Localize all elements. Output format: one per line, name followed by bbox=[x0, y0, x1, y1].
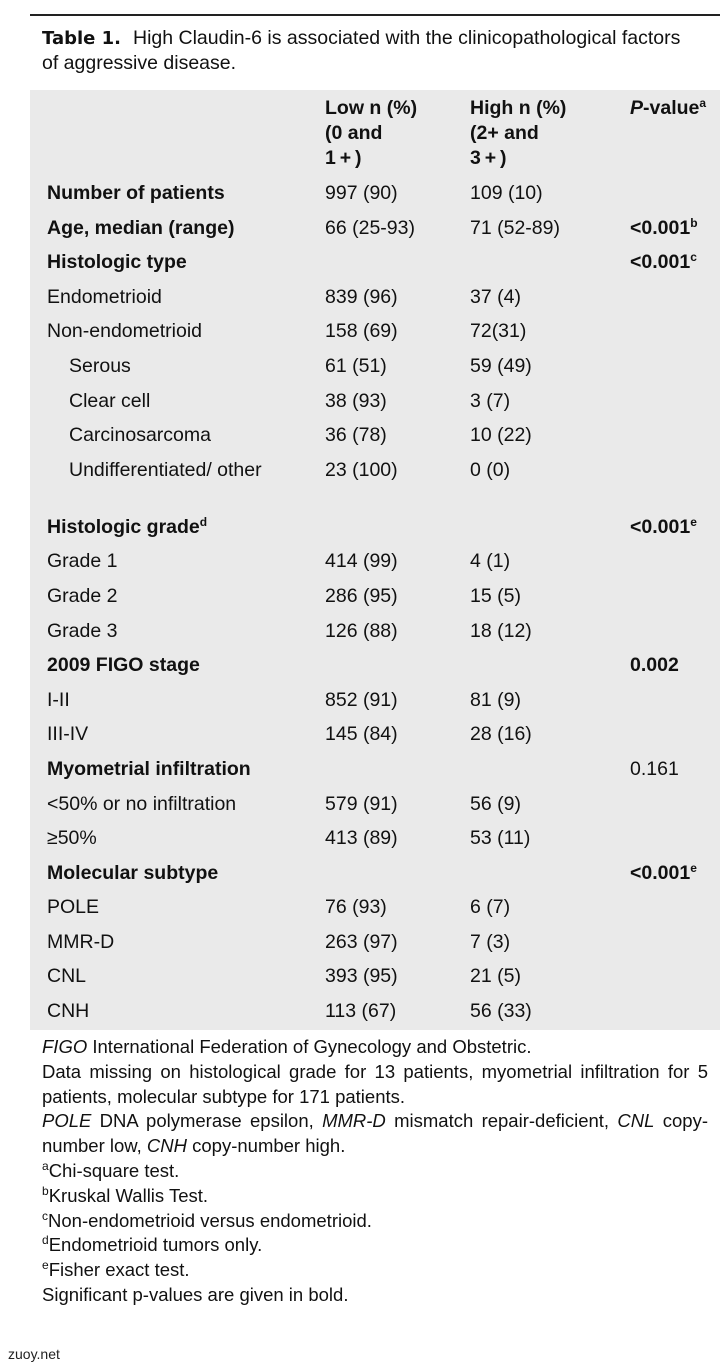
row-label: Grade 1 bbox=[47, 550, 118, 573]
table-row bbox=[30, 580, 720, 615]
cell-high bbox=[453, 857, 613, 892]
cell-low: 126 (88) bbox=[325, 619, 398, 642]
cell-high: 21 (5) bbox=[470, 965, 521, 988]
cell-pvalue bbox=[613, 822, 720, 857]
table-notes bbox=[42, 1035, 708, 1308]
table-row bbox=[30, 315, 720, 350]
cell-high: 28 (16) bbox=[470, 723, 532, 746]
row-label: Molecular subtype bbox=[47, 861, 219, 884]
table-row bbox=[30, 857, 720, 892]
table-row bbox=[30, 718, 720, 753]
table-row bbox=[30, 177, 720, 212]
cell-pvalue bbox=[613, 960, 720, 995]
cell-pvalue bbox=[613, 718, 720, 753]
row-label: Grade 3 bbox=[47, 619, 118, 642]
cell-high: 109 (10) bbox=[470, 182, 543, 204]
cell-high bbox=[453, 649, 613, 684]
cell-low: 23 (100) bbox=[325, 458, 398, 481]
cell-low: 38 (93) bbox=[325, 389, 387, 412]
cell-high: 6 (7) bbox=[470, 896, 511, 919]
cell-pvalue bbox=[613, 177, 720, 212]
row-label: Endometrioid bbox=[47, 285, 162, 308]
row-label: Histologic type bbox=[47, 251, 187, 274]
cell-high: 15 (5) bbox=[470, 584, 521, 607]
table-row bbox=[30, 753, 720, 788]
table-row bbox=[30, 454, 720, 511]
cell-low bbox=[308, 649, 453, 684]
cell-pvalue bbox=[613, 545, 720, 580]
cell-pvalue bbox=[613, 419, 720, 454]
table-row bbox=[30, 545, 720, 580]
watermark: zuoy.net bbox=[8, 1346, 60, 1362]
cell-pvalue bbox=[613, 385, 720, 420]
row-label: 2009 FIGO stage bbox=[47, 654, 200, 677]
cell-pvalue bbox=[613, 580, 720, 615]
table-title: High Claudin-6 is associated with the clinicopathological factors of aggressive disease. bbox=[42, 27, 681, 74]
cell-pvalue: <0.001$^b$ bbox=[630, 215, 698, 239]
row-label: Age, median (range) bbox=[47, 216, 235, 239]
row-label: ≥50% bbox=[47, 827, 97, 850]
row-label: Myometrial infiltration bbox=[47, 757, 251, 780]
cell-low bbox=[308, 857, 453, 892]
cell-pvalue bbox=[613, 315, 720, 350]
cell-pvalue bbox=[613, 926, 720, 961]
table-row bbox=[30, 788, 720, 823]
cell-low bbox=[308, 753, 453, 788]
table-caption bbox=[42, 26, 702, 76]
table-label: Table 1. bbox=[42, 28, 121, 49]
row-label: Undifferentiated/ other bbox=[69, 458, 262, 481]
row-label: CNH bbox=[47, 1000, 90, 1023]
cell-low: 113 (67) bbox=[325, 1000, 397, 1023]
cell-pvalue: 0.161 bbox=[630, 757, 679, 780]
cell-pvalue bbox=[613, 995, 720, 1030]
row-label: Histologic grade$^d$ bbox=[47, 514, 208, 538]
table-body bbox=[30, 177, 720, 1030]
row-label: Carcinosarcoma bbox=[69, 424, 211, 447]
cell-pvalue bbox=[613, 615, 720, 650]
cell-high: 56 (33) bbox=[470, 1000, 532, 1023]
cell-high: 59 (49) bbox=[470, 354, 532, 377]
footnote-e: $^e$Fisher exact test. bbox=[42, 1258, 190, 1281]
cell-high: 56 (9) bbox=[470, 792, 521, 815]
table-row bbox=[30, 246, 720, 281]
cell-high: 53 (11) bbox=[470, 827, 531, 850]
cell-pvalue bbox=[613, 350, 720, 385]
cell-low: 76 (93) bbox=[325, 896, 387, 919]
cell-high: 71 (52-89) bbox=[470, 216, 560, 239]
note-abbreviations: POLE DNA polymerase epsilon, MMR-D mismatch repair-deficient, CNL copy-number low, CNH copy-number high. bbox=[42, 1110, 708, 1157]
cell-low: 145 (84) bbox=[325, 723, 398, 746]
table-row bbox=[30, 350, 720, 385]
cell-low: 414 (99) bbox=[325, 550, 398, 573]
cell-pvalue bbox=[613, 891, 720, 926]
cell-low: 36 (78) bbox=[325, 424, 387, 447]
cell-low: 413 (89) bbox=[325, 827, 398, 850]
cell-pvalue: <0.001$^e$ bbox=[630, 860, 697, 884]
cell-high: 3 (7) bbox=[470, 389, 511, 412]
table-row bbox=[30, 822, 720, 857]
cell-pvalue bbox=[613, 281, 720, 316]
cell-low: 579 (91) bbox=[325, 792, 398, 815]
table-row bbox=[30, 385, 720, 420]
cell-low: 852 (91) bbox=[325, 688, 398, 711]
footnote-a: $^a$Chi-square test. bbox=[42, 1158, 180, 1181]
table-row bbox=[30, 281, 720, 316]
table-row bbox=[30, 891, 720, 926]
cell-high: 81 (9) bbox=[470, 688, 521, 711]
cell-high bbox=[453, 511, 613, 546]
cell-high bbox=[453, 246, 613, 281]
cell-low: 286 (95) bbox=[325, 584, 398, 607]
table-row bbox=[30, 511, 720, 546]
cell-low: 839 (96) bbox=[325, 285, 398, 308]
cell-pvalue: <0.001$^c$ bbox=[630, 250, 697, 274]
cell-low: 158 (69) bbox=[325, 320, 398, 343]
row-label: Number of patients bbox=[47, 182, 225, 204]
cell-low bbox=[308, 246, 453, 281]
row-label: CNL bbox=[47, 965, 87, 988]
cell-high: 0 (0) bbox=[470, 458, 511, 481]
table-row bbox=[30, 212, 720, 247]
row-label: III-IV bbox=[47, 723, 89, 746]
cell-high bbox=[453, 753, 613, 788]
header-row bbox=[30, 90, 720, 177]
cell-pvalue bbox=[613, 684, 720, 719]
cell-high: 72(31) bbox=[470, 320, 527, 343]
header-variable bbox=[30, 90, 308, 177]
table-row bbox=[30, 615, 720, 650]
cell-high: 37 (4) bbox=[470, 285, 521, 308]
cell-high: 18 (12) bbox=[470, 619, 532, 642]
header-pvalue: P-value$^a$ bbox=[630, 96, 707, 119]
cell-low: 393 (95) bbox=[325, 965, 398, 988]
cell-low: 997 (90) bbox=[325, 182, 398, 204]
row-label: Clear cell bbox=[69, 389, 151, 412]
cell-low: 66 (25-93) bbox=[325, 216, 415, 239]
row-label: MMR-D bbox=[47, 930, 115, 953]
footnote-b: $^b$Kruskal Wallis Test. bbox=[42, 1183, 209, 1206]
note-significant: Significant p-values are given in bold. bbox=[42, 1283, 349, 1305]
table-row bbox=[30, 649, 720, 684]
claudin-table bbox=[30, 90, 720, 1030]
table-row bbox=[30, 960, 720, 995]
note-figo: FIGO International Federation of Gynecology and Obstetric. bbox=[42, 1036, 532, 1057]
note-missing: Data missing on histological grade for 13 patients, myometrial infiltration for 5 patients, molecular subtype for 171 patients. bbox=[42, 1060, 708, 1107]
footnote-d: $^d$Endometrioid tumors only. bbox=[42, 1233, 263, 1256]
footnote-c: $^c$Non-endometrioid versus endometrioid. bbox=[42, 1208, 372, 1231]
cell-pvalue: 0.002 bbox=[630, 654, 679, 677]
table-row bbox=[30, 926, 720, 961]
cell-low bbox=[308, 511, 453, 546]
row-label: Serous bbox=[69, 354, 131, 377]
cell-low: 263 (97) bbox=[325, 930, 398, 953]
row-label: POLE bbox=[47, 896, 100, 919]
header-low: Low n (%) (0 and 1 + ) bbox=[325, 97, 418, 169]
cell-pvalue bbox=[613, 454, 720, 511]
table-row bbox=[30, 419, 720, 454]
header-high: High n (%) (2+ and 3 + ) bbox=[470, 97, 567, 169]
table-row bbox=[30, 684, 720, 719]
row-label: Non-endometrioid bbox=[47, 320, 203, 343]
row-label: <50% or no infiltration bbox=[47, 792, 237, 815]
row-label: I-II bbox=[47, 688, 70, 711]
row-label: Grade 2 bbox=[47, 584, 118, 607]
cell-low: 61 (51) bbox=[325, 354, 387, 377]
cell-high: 7 (3) bbox=[470, 930, 511, 953]
top-rule bbox=[30, 14, 720, 16]
table-row bbox=[30, 995, 720, 1030]
cell-pvalue bbox=[613, 788, 720, 823]
cell-high: 10 (22) bbox=[470, 424, 532, 447]
cell-pvalue: <0.001$^e$ bbox=[630, 514, 697, 538]
cell-high: 4 (1) bbox=[470, 550, 511, 573]
